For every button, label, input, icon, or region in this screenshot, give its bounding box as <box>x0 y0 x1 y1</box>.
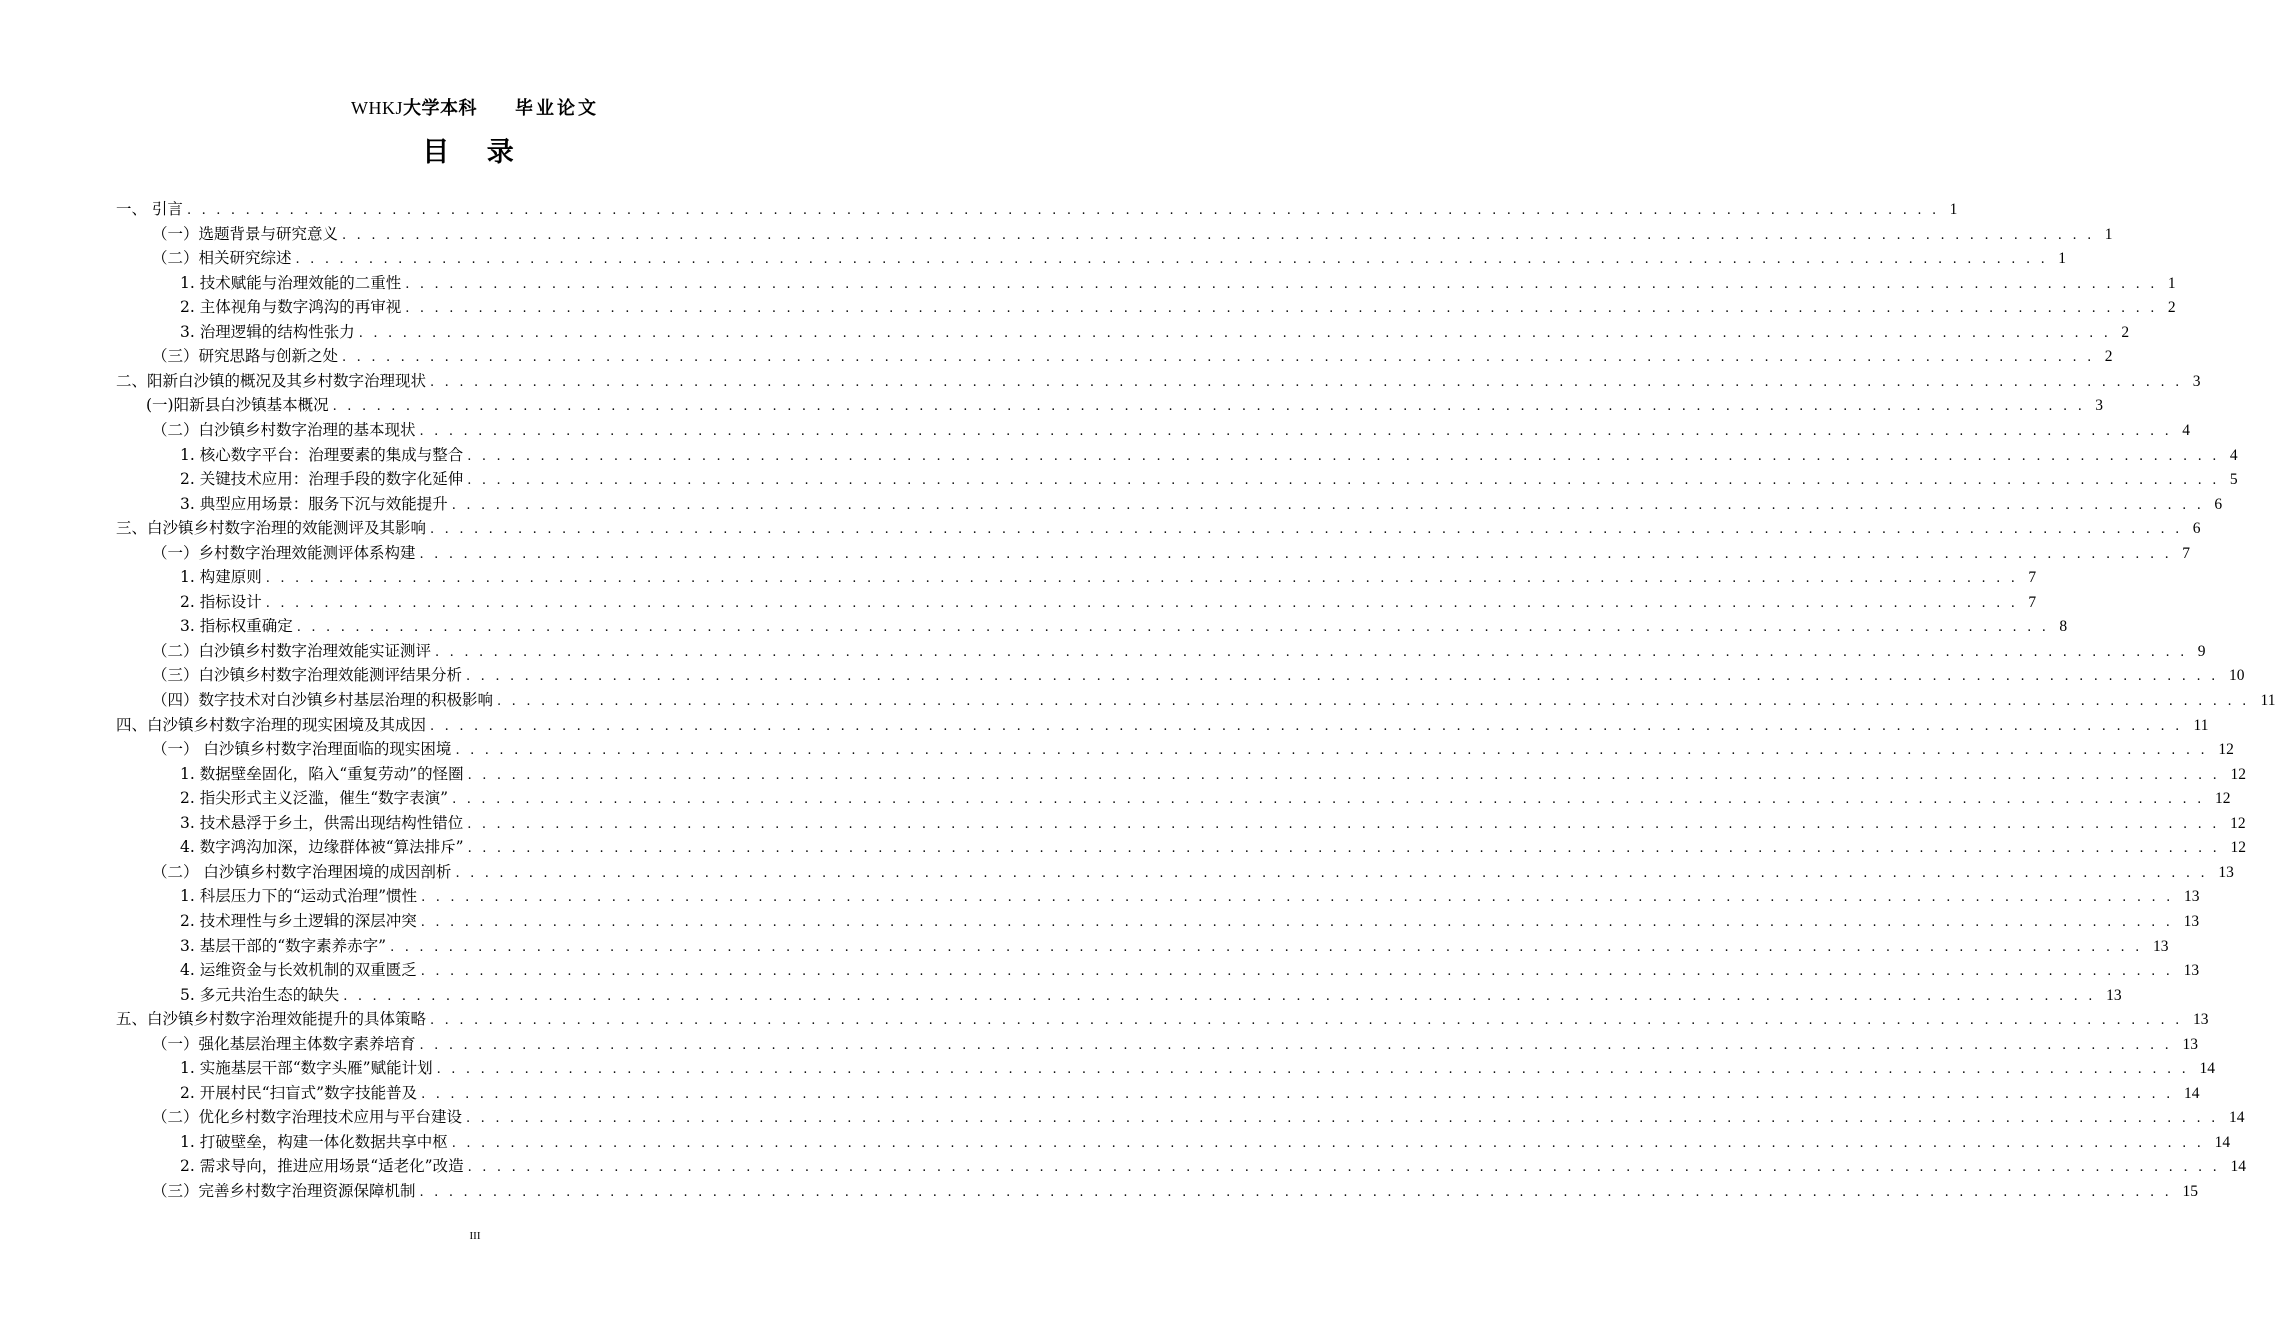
toc-entry-page: 4 <box>2182 422 2190 439</box>
toc-entry-label: （二）白沙镇乡村数字治理的基本现状 <box>152 421 416 439</box>
toc-leader-dots: . . . . . . . . . . . . . . . . . . . . . . . . . . . . . . . . . . . . . . . . . . . . . . . . . . . . . . . . . . . . . . . . . . . . . . . . . . . . . . . . . . . . . . . . . . . . . . . . . . . . . . . . . . . . . . . . . . . . . . . . <box>455 866 2208 881</box>
toc-entry-page: 13 <box>2153 938 2169 955</box>
toc-leader-dots: . . . . . . . . . . . . . . . . . . . . . . . . . . . . . . . . . . . . . . . . . . . . . . . . . . . . . . . . . . . . . . . . . . . . . . . . . . . . . . . . . . . . . . . . . . . . . . . . . . . . . . . . . . . . . . . . . . . . . . . . <box>420 915 2174 930</box>
toc-leader-dots: . . . . . . . . . . . . . . . . . . . . . . . . . . . . . . . . . . . . . . . . . . . . . . . . . . . . . . . . . . . . . . . . . . . . . . . . . . . . . . . . . . . . . . . . . . . . . . . . . . . . . . . . . . . . . . . . . . . . . . . . <box>186 203 1940 218</box>
toc-entry-label: 2. 开展村民“扫盲式”数字技能普及 <box>180 1084 418 1102</box>
toc-entry[interactable] <box>180 1056 2216 1081</box>
toc-entry-label: 3. 指标权重确定 <box>180 617 293 635</box>
toc-entry[interactable] <box>152 1032 2198 1057</box>
toc-entry-page: 6 <box>2214 496 2223 513</box>
toc-entry-page: 11 <box>2193 717 2209 734</box>
toc-leader-dots: . . . . . . . . . . . . . . . . . . . . . . . . . . . . . . . . . . . . . . . . . . . . . . . . . . . . . . . . . . . . . . . . . . . . . . . . . . . . . . . . . . . . . . . . . . . . . . . . . . . . . . . . . . . . . . . . . . . . . . . . <box>342 350 2095 365</box>
toc-entry-page: 13 <box>2218 864 2234 881</box>
toc-entry-label: 1. 科层压力下的“运动式治理”惯性 <box>180 887 418 905</box>
toc-entry-page: 7 <box>2028 569 2037 586</box>
toc-entry-page: 13 <box>2184 888 2200 905</box>
toc-entry-page: 7 <box>2028 594 2037 611</box>
toc-entry-label: 4. 数字鸿沟加深，边缘群体被“算法排斥” <box>180 838 464 856</box>
toc-entry-page: 9 <box>2197 643 2206 660</box>
toc-entry[interactable] <box>180 1154 2247 1179</box>
toc-entry-label: 4. 运维资金与长效机制的双重匮乏 <box>180 961 417 979</box>
toc-entry[interactable] <box>180 811 2246 836</box>
toc-entry-label: 2. 主体视角与数字鸿沟的再审视 <box>180 298 402 316</box>
toc-leader-dots: . . . . . . . . . . . . . . . . . . . . . . . . . . . . . . . . . . . . . . . . . . . . . . . . . . . . . . . . . . . . . . . . . . . . . . . . . . . . . . . . . . . . . . . . . . . . . . . . . . . . . . . . . . . . . . . . . . . . . . . . <box>358 326 2112 341</box>
toc-entry-page: 13 <box>2182 1036 2198 1053</box>
toc-entry-label: 四、白沙镇乡村数字治理的现实困境及其成因 <box>116 716 427 734</box>
toc-leader-dots: . . . . . . . . . . . . . . . . . . . . . . . . . . . . . . . . . . . . . . . . . . . . . . . . . . . . . . . . . . . . . . . . . . . . . . . . . . . . . . . . . . . . . . . . . . . . . . . . . . . . . . . . . . . . . . . . . . . . . . . . <box>419 1185 2172 1200</box>
toc-leader-dots: . . . . . . . . . . . . . . . . . . . . . . . . . . . . . . . . . . . . . . . . . . . . . . . . . . . . . . . . . . . . . . . . . . . . . . . . . . . . . . . . . . . . . . . . . . . . . . . . . . . . . . . . . . . . . . . . . . . . . . . . <box>467 449 2220 464</box>
toc-entry[interactable] <box>180 983 2122 1008</box>
toc-entry-label: 5. 多元共治生态的缺失 <box>180 986 340 1004</box>
toc-entry-page: 10 <box>2228 667 2245 684</box>
toc-leader-dots: . . . . . . . . . . . . . . . . . . . . . . . . . . . . . . . . . . . . . . . . . . . . . . . . . . . . . . . . . . . . . . . . . . . . . . . . . . . . . . . . . . . . . . . . . . . . . . . . . . . . . . . . . . . . . . . . . . . . . . . . <box>419 547 2172 562</box>
toc-entry[interactable] <box>180 786 2231 811</box>
toc-entry-page: 13 <box>2192 1011 2209 1028</box>
toc-entry-label: 2. 指标设计 <box>180 593 262 611</box>
toc-entry-label: （二） 白沙镇乡村数字治理困境的成因剖析 <box>152 863 452 881</box>
toc-entry-label: （三）完善乡村数字治理资源保障机制 <box>152 1182 416 1200</box>
document-header <box>0 94 950 120</box>
toc-entry-page: 12 <box>2230 815 2246 832</box>
toc-entry-label: （二）相关研究综述 <box>152 249 292 267</box>
toc-title: 目 录 <box>422 137 528 168</box>
toc-entry-label: 3. 典型应用场景：服务下沉与效能提升 <box>180 495 448 513</box>
toc-leader-dots: . . . . . . . . . . . . . . . . . . . . . . . . . . . . . . . . . . . . . . . . . . . . . . . . . . . . . . . . . . . . . . . . . . . . . . . . . . . . . . . . . . . . . . . . . . . . . . . . . . . . . . . . . . . . . . . . . . . . . . . . <box>405 277 2158 292</box>
toc-entry-label: 2. 指尖形式主义泛滥，催生“数字表演” <box>180 789 449 807</box>
toc-leader-dots: . . . . . . . . . . . . . . . . . . . . . . . . . . . . . . . . . . . . . . . . . . . . . . . . . . . . . . . . . . . . . . . . . . . . . . . . . . . . . . . . . . . . . . . . . . . . . . . . . . . . . . . . . . . . . . . . . . . . . . . . <box>451 498 2205 513</box>
toc-entry-label: （一）强化基层治理主体数字素养培育 <box>152 1035 416 1053</box>
toc-entry-label: （一）乡村数字治理效能测评体系构建 <box>152 544 416 562</box>
toc-entry-page: 12 <box>2215 790 2231 807</box>
toc-entry-label: （二）优化乡村数字治理技术应用与平台建设 <box>152 1108 463 1126</box>
toc-entry-label: 三、白沙镇乡村数字治理的效能测评及其影响 <box>116 519 427 537</box>
toc-leader-dots: . . . . . . . . . . . . . . . . . . . . . . . . . . . . . . . . . . . . . . . . . . . . . . . . . . . . . . . . . . . . . . . . . . . . . . . . . . . . . . . . . . . . . . . . . . . . . . . . . . . . . . . . . . . . . . . . . . . . . . . . <box>430 522 2183 537</box>
toc-entry[interactable] <box>180 835 2247 860</box>
toc-entry[interactable] <box>152 663 2245 688</box>
toc-leader-dots: . . . . . . . . . . . . . . . . . . . . . . . . . . . . . . . . . . . . . . . . . . . . . . . . . . . . . . . . . . . . . . . . . . . . . . . . . . . . . . . . . . . . . . . . . . . . . . . . . . . . . . . . . . . . . . . . . . . . . . . . <box>390 940 2143 955</box>
toc-entry-page: 6 <box>2192 520 2201 537</box>
toc-entry[interactable] <box>180 884 2200 909</box>
toc-leader-dots: . . . . . . . . . . . . . . . . . . . . . . . . . . . . . . . . . . . . . . . . . . . . . . . . . . . . . . . . . . . . . . . . . . . . . . . . . . . . . . . . . . . . . . . . . . . . . . . . . . . . . . . . . . . . . . . . . . . . . . . . <box>419 424 2172 439</box>
toc-entry-label: 二、阳新白沙镇的概况及其乡村数字治理现状 <box>116 372 427 390</box>
toc-entry-page: 3 <box>2095 397 2104 414</box>
toc-leader-dots: . . . . . . . . . . . . . . . . . . . . . . . . . . . . . . . . . . . . . . . . . . . . . . . . . . . . . . . . . . . . . . . . . . . . . . . . . . . . . . . . . . . . . . . . . . . . . . . . . . . . . . . . . . . . . . . . . . . . . . . . <box>420 964 2174 979</box>
toc-entry[interactable] <box>180 467 2238 492</box>
toc-entry[interactable] <box>180 1130 2231 1155</box>
toc-entry[interactable] <box>180 590 2037 615</box>
toc-entry-label: （三）研究思路与创新之处 <box>152 347 339 365</box>
toc-entry[interactable] <box>180 271 2176 296</box>
toc-entry-page: 14 <box>2199 1060 2216 1077</box>
toc-entry[interactable] <box>180 614 2068 639</box>
toc-entry-page: 7 <box>2182 545 2190 562</box>
toc-leader-dots: . . . . . . . . . . . . . . . . . . . . . . . . . . . . . . . . . . . . . . . . . . . . . . . . . . . . . . . . . . . . . . . . . . . . . . . . . . . . . . . . . . . . . . . . . . . . . . . . . . . . . . . . . . . . . . . . . . . . . . . . <box>436 1062 2190 1077</box>
toc-entry[interactable] <box>152 246 2066 271</box>
toc-entry[interactable] <box>180 565 2037 590</box>
toc-leader-dots: . . . . . . . . . . . . . . . . . . . . . . . . . . . . . . . . . . . . . . . . . . . . . . . . . . . . . . . . . . . . . . . . . . . . . . . . . . . . . . . . . . . . . . . . . . . . . . . . . . . . . . . . . . . . . . . . . . . . . . . . <box>421 890 2174 905</box>
toc-entry-label: （一）选题背景与研究意义 <box>152 225 339 243</box>
toc-entry[interactable] <box>180 443 2238 468</box>
toc-entry[interactable] <box>152 1105 2245 1130</box>
toc-leader-dots: . . . . . . . . . . . . . . . . . . . . . . . . . . . . . . . . . . . . . . . . . . . . . . . . . . . . . . . . . . . . . . . . . . . . . . . . . . . . . . . . . . . . . . . . . . . . . . . . . . . . . . . . . . . . . . . . . . . . . . . . <box>467 1160 2221 1175</box>
toc-leader-dots: . . . . . . . . . . . . . . . . . . . . . . . . . . . . . . . . . . . . . . . . . . . . . . . . . . . . . . . . . . . . . . . . . . . . . . . . . . . . . . . . . . . . . . . . . . . . . . . . . . . . . . . . . . . . . . . . . . . . . . . . <box>430 375 2183 390</box>
toc-entry-label: 1. 打破壁垒，构建一体化数据共享中枢 <box>180 1133 448 1151</box>
toc-leader-dots: . . . . . . . . . . . . . . . . . . . . . . . . . . . . . . . . . . . . . . . . . . . . . . . . . . . . . . . . . . . . . . . . . . . . . . . . . . . . . . . . . . . . . . . . . . . . . . . . . . . . . . . . . . . . . . . . . . . . . . . . <box>419 1038 2172 1053</box>
toc-leader-dots: . . . . . . . . . . . . . . . . . . . . . . . . . . . . . . . . . . . . . . . . . . . . . . . . . . . . . . . . . . . . . . . . . . . . . . . . . . . . . . . . . . . . . . . . . . . . . . . . . . . . . . . . . . . . . . . . . . . . . . . . <box>265 596 2019 611</box>
toc-leader-dots: . . . . . . . . . . . . . . . . . . . . . . . . . . . . . . . . . . . . . . . . . . . . . . . . . . . . . . . . . . . . . . . . . . . . . . . . . . . . . . . . . . . . . . . . . . . . . . . . . . . . . . . . . . . . . . . . . . . . . . . . <box>430 719 2183 734</box>
toc-entry[interactable] <box>116 713 2209 738</box>
toc-entry[interactable] <box>152 418 2190 443</box>
toc-entry-label: （二）白沙镇乡村数字治理效能实证测评 <box>152 642 432 660</box>
toc-entry-label: 1. 实施基层干部“数字头雁”赋能计划 <box>180 1059 433 1077</box>
toc-entry-page: 2 <box>2121 324 2130 341</box>
toc-entry[interactable] <box>146 393 2104 418</box>
toc-entry-page: 8 <box>2059 618 2068 635</box>
toc-leader-dots: . . . . . . . . . . . . . . . . . . . . . . . . . . . . . . . . . . . . . . . . . . . . . . . . . . . . . . . . . . . . . . . . . . . . . . . . . . . . . . . . . . . . . . . . . . . . . . . . . . . . . . . . . . . . . . . . . . . . . . . . <box>467 841 2221 856</box>
toc-leader-dots: . . . . . . . . . . . . . . . . . . . . . . . . . . . . . . . . . . . . . . . . . . . . . . . . . . . . . . . . . . . . . . . . . . . . . . . . . . . . . . . . . . . . . . . . . . . . . . . . . . . . . . . . . . . . . . . . . . . . . . . . <box>452 792 2205 807</box>
toc-entry[interactable] <box>180 958 2200 983</box>
toc-leader-dots: . . . . . . . . . . . . . . . . . . . . . . . . . . . . . . . . . . . . . . . . . . . . . . . . . . . . . . . . . . . . . . . . . . . . . . . . . . . . . . . . . . . . . . . . . . . . . . . . . . . . . . . . . . . . . . . . . . . . . . . . <box>405 301 2158 316</box>
toc-leader-dots: . . . . . . . . . . . . . . . . . . . . . . . . . . . . . . . . . . . . . . . . . . . . . . . . . . . . . . . . . . . . . . . . . . . . . . . . . . . . . . . . . . . . . . . . . . . . . . . . . . . . . . . . . . . . . . . . . . . . . . . . <box>342 228 2095 243</box>
toc-entry[interactable] <box>152 688 2275 713</box>
toc-leader-dots: . . . . . . . . . . . . . . . . . . . . . . . . . . . . . . . . . . . . . . . . . . . . . . . . . . . . . . . . . . . . . . . . . . . . . . . . . . . . . . . . . . . . . . . . . . . . . . . . . . . . . . . . . . . . . . . . . . . . . . . . <box>296 620 2050 635</box>
toc-entry-page: 11 <box>2260 692 2275 709</box>
toc-leader-dots: . . . . . . . . . . . . . . . . . . . . . . . . . . . . . . . . . . . . . . . . . . . . . . . . . . . . . . . . . . . . . . . . . . . . . . . . . . . . . . . . . . . . . . . . . . . . . . . . . . . . . . . . . . . . . . . . . . . . . . . . <box>497 694 2250 709</box>
toc-entry-page: 1 <box>2104 226 2113 243</box>
toc-entry-label: 3. 治理逻辑的结构性张力 <box>180 323 355 341</box>
toc-entry-label: (一)阳新县白沙镇基本概况 <box>146 396 329 414</box>
toc-entry-page: 2 <box>2167 299 2176 316</box>
toc-entry-page: 14 <box>2230 1158 2247 1175</box>
toc-entry-label: 2. 需求导向，推进应用场景“适老化”改造 <box>180 1157 464 1175</box>
toc-leader-dots: . . . . . . . . . . . . . . . . . . . . . . . . . . . . . . . . . . . . . . . . . . . . . . . . . . . . . . . . . . . . . . . . . . . . . . . . . . . . . . . . . . . . . . . . . . . . . . . . . . . . . . . . . . . . . . . . . . . . . . . . <box>451 1136 2205 1151</box>
toc-entry-page: 13 <box>2106 987 2122 1004</box>
toc-entry-label: 2. 技术理性与乡土逻辑的深层冲突 <box>180 912 417 930</box>
toc-entry-label: （四）数字技术对白沙镇乡村基层治理的积极影响 <box>152 691 494 709</box>
toc-leader-dots: . . . . . . . . . . . . . . . . . . . . . . . . . . . . . . . . . . . . . . . . . . . . . . . . . . . . . . . . . . . . . . . . . . . . . . . . . . . . . . . . . . . . . . . . . . . . . . . . . . . . . . . . . . . . . . . . . . . . . . . . <box>467 473 2220 488</box>
toc-entry-page: 15 <box>2182 1183 2198 1200</box>
toc-leader-dots: . . . . . . . . . . . . . . . . . . . . . . . . . . . . . . . . . . . . . . . . . . . . . . . . . . . . . . . . . . . . . . . . . . . . . . . . . . . . . . . . . . . . . . . . . . . . . . . . . . . . . . . . . . . . . . . . . . . . . . . . <box>295 252 2048 267</box>
toc-entry-label: 3. 基层干部的“数字素养赤字” <box>180 937 387 955</box>
toc-entry-page: 12 <box>2218 741 2234 758</box>
toc-leader-dots: . . . . . . . . . . . . . . . . . . . . . . . . . . . . . . . . . . . . . . . . . . . . . . . . . . . . . . . . . . . . . . . . . . . . . . . . . . . . . . . . . . . . . . . . . . . . . . . . . . . . . . . . . . . . . . . . . . . . . . . . <box>467 817 2220 832</box>
toc-entry-page: 12 <box>2230 766 2247 783</box>
toc-leader-dots: . . . . . . . . . . . . . . . . . . . . . . . . . . . . . . . . . . . . . . . . . . . . . . . . . . . . . . . . . . . . . . . . . . . . . . . . . . . . . . . . . . . . . . . . . . . . . . . . . . . . . . . . . . . . . . . . . . . . . . . . <box>265 571 2019 586</box>
toc-entry[interactable] <box>180 762 2247 787</box>
toc-entry[interactable] <box>180 909 2200 934</box>
toc-entry-label: 一、 引言 <box>116 200 183 218</box>
toc-entry-page: 12 <box>2230 839 2247 856</box>
toc-entry-label: 3. 技术悬浮于乡土，供需出现结构性错位 <box>180 814 464 832</box>
toc-entry[interactable] <box>152 222 2113 247</box>
toc-entry[interactable] <box>116 516 2201 541</box>
toc-entry-label: （一） 白沙镇乡村数字治理面临的现实困境 <box>152 740 452 758</box>
toc-entry[interactable] <box>152 737 2234 762</box>
toc-entry-page: 1 <box>1949 201 1958 218</box>
toc-entry-page: 14 <box>2214 1134 2231 1151</box>
toc-leader-dots: . . . . . . . . . . . . . . . . . . . . . . . . . . . . . . . . . . . . . . . . . . . . . . . . . . . . . . . . . . . . . . . . . . . . . . . . . . . . . . . . . . . . . . . . . . . . . . . . . . . . . . . . . . . . . . . . . . . . . . . . <box>332 399 2086 414</box>
toc-entry-label: 1. 核心数字平台：治理要素的集成与整合 <box>180 446 464 464</box>
toc-entry-page: 1 <box>2058 250 2066 267</box>
toc-leader-dots: . . . . . . . . . . . . . . . . . . . . . . . . . . . . . . . . . . . . . . . . . . . . . . . . . . . . . . . . . . . . . . . . . . . . . . . . . . . . . . . . . . . . . . . . . . . . . . . . . . . . . . . . . . . . . . . . . . . . . . . . <box>430 1013 2183 1028</box>
toc-entry[interactable] <box>152 541 2190 566</box>
toc-leader-dots: . . . . . . . . . . . . . . . . . . . . . . . . . . . . . . . . . . . . . . . . . . . . . . . . . . . . . . . . . . . . . . . . . . . . . . . . . . . . . . . . . . . . . . . . . . . . . . . . . . . . . . . . . . . . . . . . . . . . . . . . <box>466 669 2219 684</box>
toc-entry-page: 13 <box>2183 962 2200 979</box>
toc-entry-page: 13 <box>2183 913 2200 930</box>
toc-leader-dots: . . . . . . . . . . . . . . . . . . . . . . . . . . . . . . . . . . . . . . . . . . . . . . . . . . . . . . . . . . . . . . . . . . . . . . . . . . . . . . . . . . . . . . . . . . . . . . . . . . . . . . . . . . . . . . . . . . . . . . . . <box>466 1111 2219 1126</box>
toc-entry[interactable] <box>152 1179 2198 1204</box>
toc-entry[interactable] <box>180 492 2223 517</box>
page-number: III <box>469 1230 481 1242</box>
toc-entry-page: 14 <box>2184 1085 2200 1102</box>
toc-entry[interactable] <box>152 639 2206 664</box>
toc-entry[interactable] <box>116 197 1958 222</box>
toc-entry[interactable] <box>180 295 2176 320</box>
toc-leader-dots: . . . . . . . . . . . . . . . . . . . . . . . . . . . . . . . . . . . . . . . . . . . . . . . . . . . . . . . . . . . . . . . . . . . . . . . . . . . . . . . . . . . . . . . . . . . . . . . . . . . . . . . . . . . . . . . . . . . . . . . . <box>455 743 2208 758</box>
toc-leader-dots: . . . . . . . . . . . . . . . . . . . . . . . . . . . . . . . . . . . . . . . . . . . . . . . . . . . . . . . . . . . . . . . . . . . . . . . . . . . . . . . . . . . . . . . . . . . . . . . . . . . . . . . . . . . . . . . . . . . . . . . . <box>467 768 2221 783</box>
toc-entry-label: （三）白沙镇乡村数字治理效能测评结果分析 <box>152 666 463 684</box>
toc-leader-dots: . . . . . . . . . . . . . . . . . . . . . . . . . . . . . . . . . . . . . . . . . . . . . . . . . . . . . . . . . . . . . . . . . . . . . . . . . . . . . . . . . . . . . . . . . . . . . . . . . . . . . . . . . . . . . . . . . . . . . . . . <box>435 645 2188 660</box>
header-thesis-label: 毕业论文 <box>515 98 599 119</box>
toc-entry-label: 1. 数据壁垒固化，陷入“重复劳动”的怪圈 <box>180 765 464 783</box>
toc-entry-page: 2 <box>2104 348 2113 365</box>
toc-entry[interactable] <box>116 1007 2209 1032</box>
toc-leader-dots: . . . . . . . . . . . . . . . . . . . . . . . . . . . . . . . . . . . . . . . . . . . . . . . . . . . . . . . . . . . . . . . . . . . . . . . . . . . . . . . . . . . . . . . . . . . . . . . . . . . . . . . . . . . . . . . . . . . . . . . . <box>343 989 2096 1004</box>
toc-entry-label: 1. 技术赋能与治理效能的二重性 <box>180 274 402 292</box>
toc-entry-label: 五、白沙镇乡村数字治理效能提升的具体策略 <box>116 1010 427 1028</box>
toc-entry-label: 2. 关键技术应用：治理手段的数字化延伸 <box>180 470 464 488</box>
toc-entry[interactable] <box>152 344 2113 369</box>
toc-entry-page: 3 <box>2192 373 2201 390</box>
toc-leader-dots: . . . . . . . . . . . . . . . . . . . . . . . . . . . . . . . . . . . . . . . . . . . . . . . . . . . . . . . . . . . . . . . . . . . . . . . . . . . . . . . . . . . . . . . . . . . . . . . . . . . . . . . . . . . . . . . . . . . . . . . . <box>421 1087 2174 1102</box>
toc-entry-page: 5 <box>2229 471 2238 488</box>
toc-entry[interactable] <box>180 1081 2200 1106</box>
toc-entry-page: 1 <box>2167 275 2176 292</box>
toc-entry[interactable] <box>180 934 2169 959</box>
toc-entry[interactable] <box>116 369 2201 394</box>
toc-entry[interactable] <box>152 860 2234 885</box>
toc-entry-label: 1. 构建原则 <box>180 568 262 586</box>
toc-entry-page: 4 <box>2229 447 2238 464</box>
toc-entry-page: 14 <box>2228 1109 2245 1126</box>
header-school: WHKJ大学本科 <box>351 98 477 118</box>
toc-entry[interactable] <box>180 320 2130 345</box>
